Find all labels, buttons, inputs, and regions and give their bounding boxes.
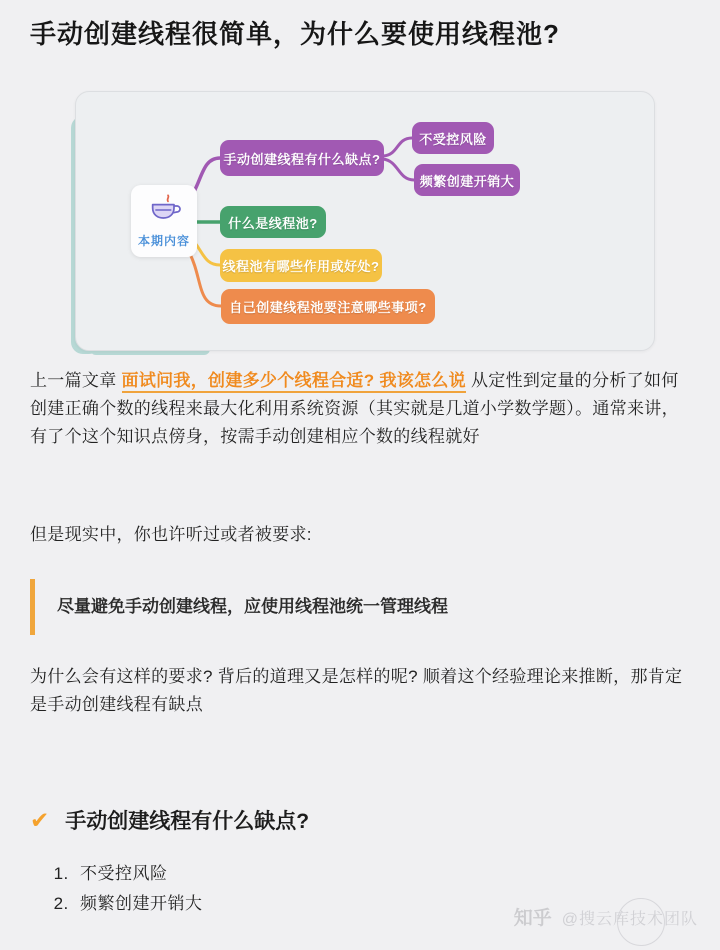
check-icon: ✔ [30,806,50,833]
previous-article-link[interactable]: 面试问我，创建多少个线程合适? 我该怎么说 [122,371,466,393]
paragraph-reasoning: 为什么会有这样的要求? 背后的道理又是怎样的呢? 顺着这个经验理论来推断，那肯定是手动创建线程有缺点 [30,667,683,714]
page-title: 手动创建线程很简单，为什么要使用线程池? [30,19,560,49]
watermark-handle: @搜云库技术团队 [561,911,698,928]
mindmap-node-overhead: 频繁创建开销大 [414,164,520,196]
mindmap-node-drawbacks: 手动创建线程有什么缺点? [220,140,384,176]
list-item: 2. 频繁创建开销大 [74,889,690,919]
mindmap-node-attention: 自己创建线程池要注意哪些事项? [221,289,435,324]
mindmap-node-benefits: 线程池有哪些作用或好处? [220,249,382,282]
paragraph-intro-suffix: 从定性到定量的分析了如何创建正确个数的线程来最大化利用系统资源（其实就是几道小学数学题）。通常来讲，有了个这个知识点傍身，按需手动创建相应个数的线程就好 [30,371,679,446]
mindmap-root-node [131,185,197,257]
watermark [514,903,698,930]
paragraph-intro [30,367,690,451]
coffee-cup-icon [144,193,184,227]
list-item: 1. 不受控风险 [74,859,690,889]
zhihu-brand: 知乎 [513,908,552,929]
paragraph-reality: 但是现实中，你也许听过或者被要求: [30,525,312,544]
mindmap-node-risk: 不受控风险 [412,122,494,154]
section-heading-text: 手动创建线程有什么缺点? [65,810,310,833]
paragraph-intro-prefix: 上一篇文章 [30,371,122,390]
quote-block: 尽量避免手动创建线程，应使用线程池统一管理线程 [30,579,690,635]
mindmap-card [75,91,655,351]
section-heading [30,805,690,835]
mindmap-node-what-is-pool: 什么是线程池? [220,206,326,238]
mindmap-root-label: 本期内容 [137,234,190,248]
